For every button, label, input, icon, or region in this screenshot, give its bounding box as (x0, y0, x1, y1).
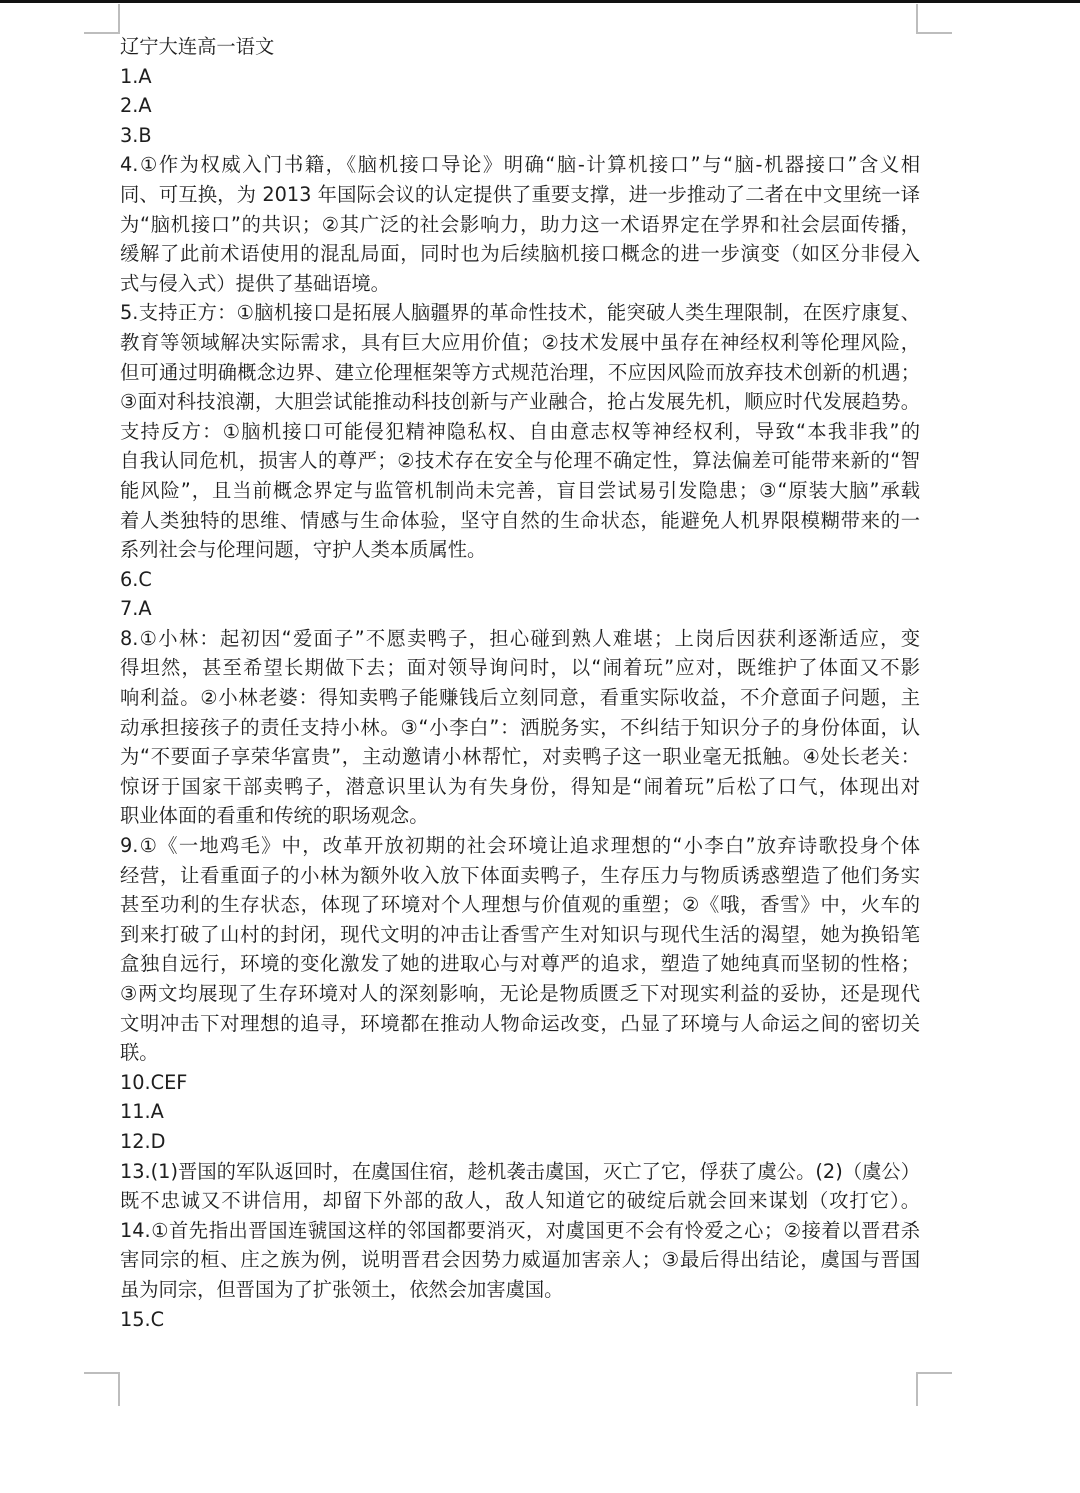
answer-line: 3.B (120, 123, 152, 147)
answer-line: 7.A (120, 597, 152, 621)
answer-line: 为“不要面子享荣华富贵”，主动邀请小林帮忙，对卖鸭子这一职业毫无抵触。④处长老关： (120, 745, 920, 769)
answer-line: 响利益。②小林老婆：得知卖鸭子能赚钱后立刻同意，看重实际收益，不介意面子问题，主 (120, 686, 920, 710)
answer-line: 经营，让看重面子的小林为额外收入放下体面卖鸭子，生存压力与物质诱惑塑造了他们务实 (120, 863, 920, 887)
answer-line: 职业体面的看重和传统的职场观念。 (120, 804, 429, 828)
top-edge-bar (0, 0, 1080, 3)
answer-line: 文明冲击下对理想的追寻，环境都在推动人物命运改变，凸显了环境与人命运之间的密切关 (120, 1011, 920, 1035)
answer-line: 1.A (120, 64, 152, 88)
answer-line: 着人类独特的思维、情感与生命体验，坚守自然的生命状态，能避免人机界限模糊带来的一 (120, 508, 920, 532)
answer-line: 盒独自远行，环境的变化激发了她的进取心与对尊严的追求，塑造了她纯真而坚韧的性格； (120, 952, 920, 976)
crop-mark-bottom-left (84, 1372, 120, 1406)
answer-line: 系列社会与伦理问题，守护人类本质属性。 (120, 538, 487, 562)
answer-line: 自我认同危机，损害人的尊严；②技术存在安全与伦理不确定性，算法偏差可能带来新的“智 (120, 449, 920, 473)
answer-line: 为“脑机接口”的共识；②其广泛的社会影响力，助力这一术语界定在学界和社会层面传播， (120, 212, 920, 236)
answer-line: 8.①小林：起初因“爱面子”不愿卖鸭子，担心碰到熟人难堪；上岗后因获利逐渐适应，变 (120, 626, 920, 650)
answer-line: 既不忠诚又不讲信用，却留下外部的敌人，敌人知道它的破绽后就会回来谋划（攻打它）。 (120, 1189, 920, 1213)
document-title: 辽宁大连高一语文 (120, 35, 275, 58)
crop-mark-bottom-right (916, 1372, 952, 1406)
answer-line: 联。 (120, 1041, 159, 1065)
answer-line: 式与侵入式）提供了基础语境。 (120, 271, 390, 295)
answer-line: 12.D (120, 1129, 166, 1153)
crop-mark-top-right (916, 4, 952, 34)
answer-line: 15.C (120, 1307, 165, 1331)
answer-line: 甚至功利的生存状态，体现了环境对个人理想与价值观的重塑；②《哦，香雪》中，火车的 (120, 893, 920, 917)
answer-line: 支持反方：①脑机接口可能侵犯精神隐私权、自由意志权等神经权利，导致“本我非我”的 (120, 419, 920, 443)
answer-line: 害同宗的桓、庄之族为例，说明晋君会因势力威逼加害亲人；③最后得出结论，虞国与晋国 (120, 1248, 920, 1272)
answer-line: 4.①作为权威入门书籍，《脑机接口导论》明确“脑-计算机接口”与“脑-机器接口”含义相 (120, 153, 920, 177)
answer-line: 虽为同宗，但晋国为了扩张领土，依然会加害虞国。 (120, 1277, 564, 1301)
answer-line: 动承担接孩子的责任支持小林。③“小李白”：洒脱务实，不纠结于知识分子的身份体面，认 (120, 715, 920, 739)
answer-line: 惊讶于国家干部卖鸭子，潜意识里认为有失身份，得知是“闹着玩”后松了口气，体现出对 (120, 774, 920, 798)
answer-line: 6.C (120, 567, 152, 591)
document-body (120, 32, 920, 1334)
answer-line: 2.A (120, 94, 152, 118)
answer-line: 但可通过明确概念边界、建立伦理框架等方式规范治理，不应因风险而放弃技术创新的机遇； (120, 360, 920, 384)
answer-line: 得坦然，甚至希望长期做下去；面对领导询问时，以“闹着玩”应对，既维护了体面又不影 (120, 656, 920, 680)
crop-mark-top-left (84, 4, 120, 34)
answer-line: 同、可互换，为 2013 年国际会议的认定提供了重要支撑，进一步推动了二者在中文里统一译 (120, 182, 920, 206)
answer-line: 到来打破了山村的封闭，现代文明的冲击让香雪产生对知识与现代生活的渴望，她为换铅笔 (120, 922, 920, 946)
answer-line: ③面对科技浪潮，大胆尝试能推动科技创新与产业融合，抢占发展先机，顺应时代发展趋势。 (120, 390, 920, 414)
answer-line: 5.支持正方：①脑机接口是拓展人脑疆界的革命性技术，能突破人类生理限制，在医疗康复、 (120, 301, 920, 325)
answer-line: 13.(1)晋国的军队返回时，在虞国住宿，趁机袭击虞国，灭亡了它，俘获了虞公。(2)（虞公） (120, 1159, 920, 1183)
answer-line: 10.CEF (120, 1070, 188, 1094)
answer-line: 缓解了此前术语使用的混乱局面，同时也为后续脑机接口概念的进一步演变（如区分非侵入 (120, 242, 920, 266)
answer-line: ③两文均展现了生存环境对人的深刻影响，无论是物质匮乏下对现实利益的妥协，还是现代 (120, 982, 920, 1005)
answer-line: 能风险”，且当前概念界定与监管机制尚未完善，盲目尝试易引发隐患；③“原装大脑”承载 (120, 478, 920, 502)
answer-line: 11.A (120, 1100, 164, 1124)
answer-line: 9.①《一地鸡毛》中，改革开放初期的社会环境让追求理想的“小李白”放弃诗歌投身个体 (120, 834, 920, 858)
answer-line: 教育等领域解决实际需求，具有巨大应用价值；②技术发展中虽存在神经权利等伦理风险， (120, 330, 920, 354)
answer-line: 14.①首先指出晋国连虢国这样的邻国都要消灭，对虞国更不会有怜爱之心；②接着以晋君杀 (120, 1218, 920, 1242)
